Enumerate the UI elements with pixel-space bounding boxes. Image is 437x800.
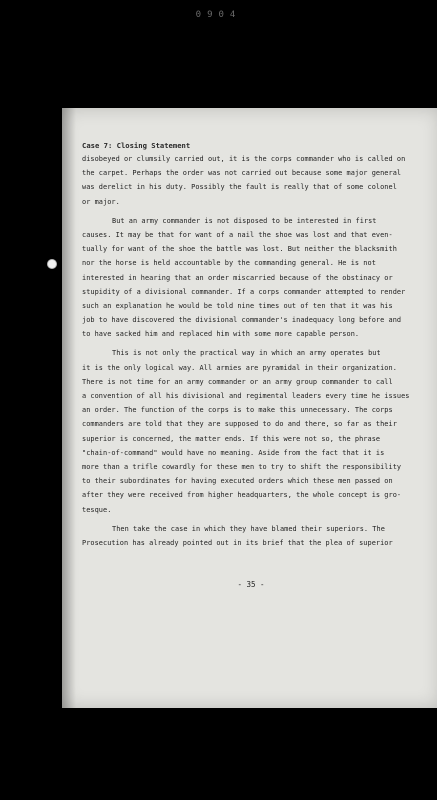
text-line: after they were received from higher headquarters, the whole concept is gro- [82, 491, 402, 500]
text-line: Prosecution has already pointed out in its brief that the plea of superior [82, 538, 393, 547]
text-line: it is the only logical way. All armies are pyramidal in their organization. [82, 363, 397, 372]
document-body [82, 152, 422, 550]
text-line: to their subordinates for having executed orders which these men passed on [82, 477, 393, 486]
text-line: causes. It may be that for want of a nail the shoe was lost and that even- [82, 230, 393, 239]
text-line: tesque. [82, 505, 112, 514]
text-line: This is not only the practical way in which an army operates but [112, 349, 381, 358]
text-line: interested in hearing that an order miscarried because of the obstinacy or [82, 273, 393, 282]
frame-top-strip [0, 0, 437, 30]
text-line: or major. [82, 197, 120, 206]
document-page [62, 108, 437, 708]
text-line: There is not time for an army commander or an army group commander to call [82, 377, 393, 386]
text-line: "chain-of-command" would have no meaning. Aside from the fact that it is [82, 448, 385, 457]
text-line: job to have discovered the divisional commander's inadequacy long before and [82, 316, 402, 325]
text-line: stupidity of a divisional commander. If a corps commander attempted to render [82, 287, 406, 296]
frame-id-stamp: 0904 [195, 10, 242, 20]
text-line: tually for want of the shoe the battle was lost. But neither the blacksmith [82, 245, 397, 254]
text-line: a convention of all his divisional and regimental leaders every time he issues [82, 392, 410, 400]
text-line: the carpet. Perhaps the order was not carried out because some major general [82, 169, 402, 178]
text-line: such an explanation he would be told nine times out of ten that it was his [82, 301, 393, 310]
text-line: more than a trifle cowardly for these men to try to shift the responsibility [82, 462, 402, 471]
text-line: nor the horse is held accountable by the commanding general. He is not [82, 259, 376, 268]
page-number: - 35 - [237, 580, 265, 589]
text-line: was derelict in his duty. Possibly the fault is really that of some colonel [82, 183, 397, 192]
punch-hole [47, 259, 57, 269]
document-heading: Case 7: Closing Statement [82, 141, 191, 150]
text-line: disobeyed or clumsily carried out, it is the corps commander who is called on [82, 155, 406, 163]
text-line: Then take the case in which they have blamed their superiors. The [112, 524, 385, 533]
text-line: an order. The function of the corps is to make this unnecessary. The corps [82, 406, 393, 415]
text-line: superior is concerned, the matter ends. If this were not so, the phrase [82, 434, 381, 443]
text-line: But an army commander is not disposed to be interested in first [112, 216, 377, 225]
text-line: to have sacked him and replaced him with some more capable person. [82, 330, 360, 339]
text-line: commanders are told that they are supposed to do and there, so far as their [82, 420, 397, 429]
